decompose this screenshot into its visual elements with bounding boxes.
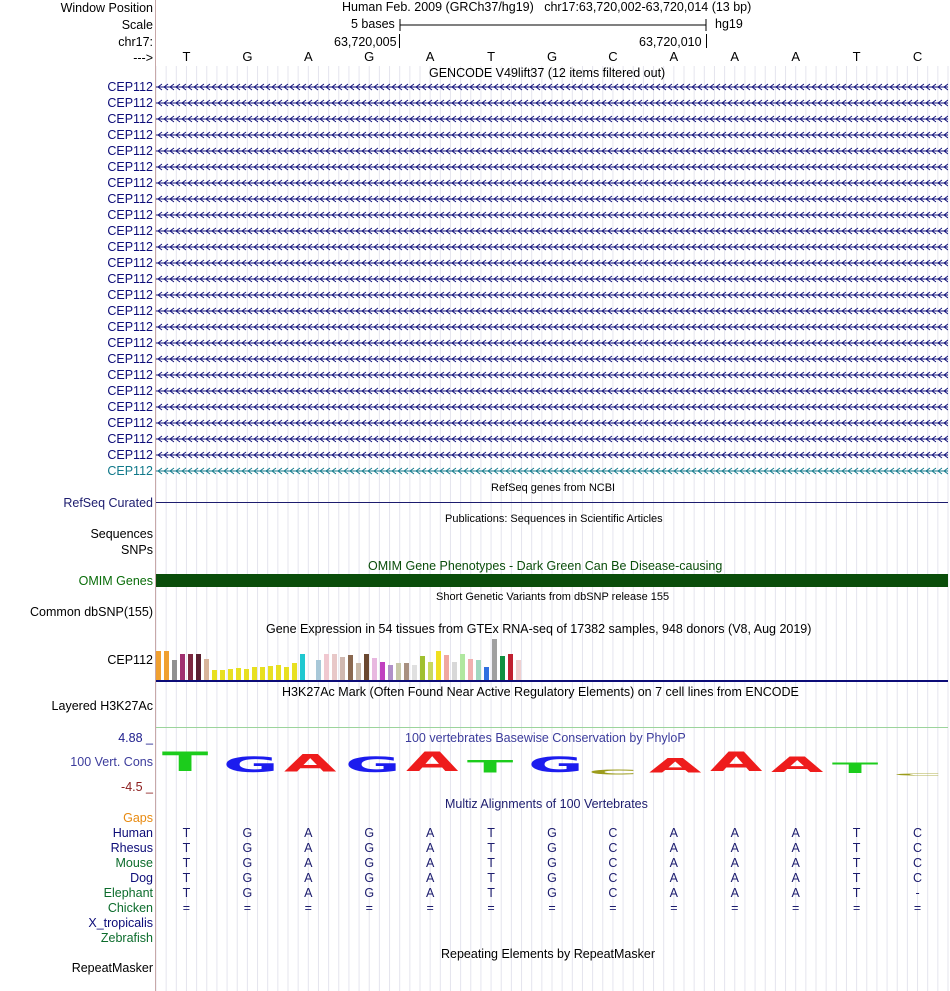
coord-left: 63,720,005 (334, 35, 397, 49)
conservation-glyph: G (527, 752, 584, 778)
reference-base: A (791, 49, 801, 64)
gencode-transcript[interactable] (156, 386, 948, 396)
gtex-track-title[interactable]: Gene Expression in 54 tissues from GTEx RNA-seq of 17382 samples, 948 donors (V8, Aug 2019) (266, 622, 812, 636)
gtex-tissue-bar[interactable] (188, 654, 193, 680)
reference-base: C (608, 49, 618, 64)
gencode-gene-label[interactable]: CEP112 (107, 224, 153, 238)
alignment-base: A (425, 886, 435, 900)
alignment-base: = (304, 901, 312, 915)
cons-label[interactable]: 100 Vert. Cons (70, 755, 153, 769)
alignment-base: G (242, 841, 253, 855)
alignment-base: - (915, 886, 920, 900)
gtex-tissue-bar[interactable] (380, 662, 385, 680)
gtex-tissue-bar[interactable] (268, 666, 273, 680)
gtex-tissue-bar[interactable] (428, 662, 433, 680)
gencode-gene-label[interactable]: CEP112 (107, 240, 153, 254)
gencode-transcript[interactable] (156, 146, 948, 156)
gencode-transcript[interactable] (156, 418, 948, 428)
alignment-base: A (730, 856, 739, 870)
gtex-tissue-bar[interactable] (452, 662, 457, 680)
alignment-base: T (487, 826, 495, 840)
alignment-base: = (609, 901, 617, 915)
alignment-base: T (487, 871, 495, 885)
gtex-tissue-bar[interactable] (500, 656, 505, 680)
dbsnp-label[interactable]: Common dbSNP(155) (30, 605, 153, 619)
reference-base: T (182, 49, 191, 64)
gencode-transcript[interactable] (156, 370, 948, 380)
conservation-glyph: A (710, 747, 763, 778)
gtex-tissue-bar[interactable] (212, 670, 217, 680)
gencode-track-title[interactable]: GENCODE V49lift37 (12 items filtered out) (429, 66, 666, 80)
alignment-base: A (791, 871, 800, 885)
gtex-tissue-bar[interactable] (516, 660, 521, 680)
gencode-gene-label[interactable]: CEP112 (107, 432, 153, 446)
coord-tick-right (706, 34, 707, 48)
gencode-transcript[interactable] (156, 274, 948, 284)
gencode-gene-label[interactable]: CEP112 (107, 304, 153, 318)
multiz-track-title[interactable]: Multiz Alignments of 100 Vertebrates (445, 797, 648, 811)
gtex-tissue-bar[interactable] (356, 663, 361, 680)
alignment-base: G (547, 871, 557, 885)
h3k27ac-label[interactable]: Layered H3K27Ac (51, 699, 153, 713)
gtex-tissue-bar[interactable] (220, 670, 225, 680)
omim-feature-bar[interactable] (156, 574, 948, 587)
alignment-base: C (913, 826, 923, 840)
db-text: hg19 (715, 17, 743, 31)
species-label[interactable]: Rhesus (110, 841, 153, 855)
alignment-base: C (608, 826, 618, 840)
alignment-base: = (548, 901, 556, 915)
gtex-tissue-bar[interactable] (508, 654, 513, 680)
alignment-base: = (913, 901, 922, 915)
gencode-gene-label[interactable]: CEP112 (107, 384, 153, 398)
alignment-base: G (242, 871, 253, 885)
alignment-base: = (365, 901, 373, 915)
alignment-base: G (547, 826, 557, 840)
species-label[interactable]: Elephant (103, 886, 153, 900)
gtex-tissue-bar[interactable] (444, 655, 449, 680)
alignment-base: = (670, 901, 678, 915)
alignment-base: G (364, 826, 375, 840)
gtex-tissue-bar[interactable] (332, 654, 337, 680)
gtex-expression-bars[interactable] (156, 636, 536, 680)
omim-track-title[interactable]: OMIM Gene Phenotypes - Dark Green Can Be Disease-causing (368, 559, 723, 573)
alignment-base: = (487, 901, 495, 915)
alignment-base: A (304, 841, 313, 855)
alignment-base: A (425, 871, 435, 885)
gencode-gene-label[interactable]: CEP112 (107, 160, 153, 174)
alignment-base: A (425, 841, 435, 855)
gencode-gene-label[interactable]: CEP112 (107, 176, 153, 190)
gencode-gene-label[interactable]: CEP112 (107, 80, 153, 94)
gencode-transcript[interactable] (156, 306, 948, 316)
gencode-gene-label[interactable]: CEP112 (107, 128, 153, 142)
assembly-position-text: Human Feb. 2009 (GRCh37/hg19) chr17:63,720,002-63,720,014 (13 bp) (342, 0, 752, 14)
alignment-base: T (487, 886, 495, 900)
alignment-base: = (792, 901, 800, 915)
gtex-tissue-bar[interactable] (156, 651, 161, 680)
alignment-base: A (425, 826, 435, 840)
gtex-tissue-bar[interactable] (372, 658, 377, 680)
species-label[interactable]: Zebrafish (100, 931, 153, 945)
alignment-base: T (487, 856, 495, 870)
alignment-base: A (791, 856, 800, 870)
gencode-transcript[interactable] (156, 162, 948, 172)
gencode-gene-label[interactable]: CEP112 (107, 336, 153, 350)
gtex-tissue-bar[interactable] (260, 667, 265, 680)
conservation-glyph: A (283, 750, 337, 778)
reference-base: G (364, 49, 375, 64)
gencode-gene-label[interactable]: CEP112 (107, 320, 153, 334)
gtex-tissue-bar[interactable] (364, 654, 369, 680)
species-label[interactable]: Chicken (107, 901, 153, 915)
gtex-tissue-bar[interactable] (316, 660, 321, 680)
alignment-base: A (730, 871, 739, 885)
pubs-track-title[interactable]: Publications: Sequences in Scientific Articles (445, 513, 663, 525)
gencode-transcript[interactable] (156, 242, 948, 252)
h3k27ac-baseline (156, 727, 948, 728)
gencode-gene-label[interactable]: CEP112 (107, 400, 153, 414)
gencode-gene-label[interactable]: CEP112 (107, 352, 153, 366)
reference-base: T (487, 49, 496, 64)
gencode-gene-label[interactable]: CEP112 (107, 256, 153, 270)
conservation-glyph: T (162, 747, 209, 778)
alignment-base: T (182, 841, 191, 855)
alignment-base: G (242, 826, 253, 840)
alignment-base: A (304, 856, 313, 870)
conservation-glyph: C (588, 768, 639, 777)
gencode-transcript[interactable] (156, 98, 948, 108)
omim-label[interactable]: OMIM Genes (78, 574, 153, 588)
gtex-tissue-bar[interactable] (324, 654, 329, 680)
alignment-base: A (669, 856, 679, 870)
repeatmasker-track-title[interactable]: Repeating Elements by RepeatMasker (441, 947, 656, 961)
gaps-label[interactable]: Gaps (123, 811, 153, 825)
alignment-base: A (730, 886, 739, 900)
reference-base: A (425, 49, 435, 64)
gencode-transcript[interactable] (156, 226, 948, 236)
gencode-gene-label[interactable]: CEP112 (107, 208, 153, 222)
scale-text: 5 bases (351, 17, 395, 31)
alignment-base: A (304, 871, 313, 885)
alignment-base: C (913, 856, 923, 870)
alignment-base: T (852, 871, 861, 885)
gtex-tissue-bar[interactable] (484, 667, 489, 680)
gtex-tissue-bar[interactable] (276, 665, 281, 680)
gencode-transcript[interactable] (156, 466, 948, 476)
coord-right: 63,720,010 (639, 35, 702, 49)
gencode-gene-label[interactable]: CEP112 (107, 272, 153, 286)
gencode-gene-label[interactable]: CEP112 (107, 144, 153, 158)
cons-min-label: -4.5 _ (121, 780, 153, 794)
conservation-logo[interactable] (156, 740, 948, 780)
gencode-gene-label[interactable]: CEP112 (107, 192, 153, 206)
conservation-glyph: A (649, 755, 702, 778)
gtex-tissue-bar[interactable] (420, 656, 425, 680)
species-label[interactable]: Mouse (115, 856, 153, 870)
gencode-gene-label[interactable]: CEP112 (107, 464, 153, 478)
gtex-tissue-bar[interactable] (404, 663, 409, 680)
alignment-base: C (608, 841, 618, 855)
alignment-base: G (242, 856, 253, 870)
gtex-gene-line (156, 680, 948, 682)
alignment-base: G (242, 886, 253, 900)
gencode-gene-label[interactable]: CEP112 (107, 112, 153, 126)
species-label[interactable]: X_tropicalis (88, 916, 153, 930)
gencode-transcript[interactable] (156, 354, 948, 364)
gencode-gene-label[interactable]: CEP112 (107, 416, 153, 430)
alignment-base: T (182, 886, 191, 900)
sequences-label[interactable]: Sequences (90, 527, 153, 541)
gencode-gene-label[interactable]: CEP112 (107, 448, 153, 462)
snps-label[interactable]: SNPs (121, 543, 153, 557)
alignment-base: G (364, 871, 375, 885)
gtex-tissue-bar[interactable] (284, 667, 289, 680)
gtex-tissue-bar[interactable] (292, 663, 297, 680)
alignment-base: A (669, 826, 679, 840)
scale-bar (399, 18, 709, 32)
alignment-base: G (364, 841, 375, 855)
alignment-base: T (487, 841, 495, 855)
alignment-base: A (791, 886, 800, 900)
alignment-base: C (913, 871, 923, 885)
gencode-transcript[interactable] (156, 434, 948, 444)
gtex-tissue-bar[interactable] (412, 665, 417, 680)
alignment-base: C (608, 856, 618, 870)
alignment-base: T (182, 856, 191, 870)
gtex-tissue-bar[interactable] (252, 667, 257, 680)
repeatmasker-label[interactable]: RepeatMasker (71, 961, 153, 975)
alignment-base: T (852, 886, 861, 900)
alignment-base: G (547, 841, 557, 855)
gtex-tissue-bar[interactable] (388, 665, 393, 680)
gtex-tissue-bar[interactable] (492, 639, 497, 680)
refseq-track-title[interactable]: RefSeq genes from NCBI (491, 482, 616, 494)
conservation-glyph: G (344, 752, 401, 778)
alignment-base: T (182, 826, 191, 840)
alignment-base: A (304, 886, 313, 900)
alignment-base: C (608, 871, 618, 885)
species-label[interactable]: Human (112, 826, 153, 840)
alignment-base: = (182, 901, 191, 915)
gtex-tissue-bar[interactable] (460, 654, 465, 680)
gtex-tissue-bar[interactable] (244, 669, 249, 680)
dbsnp-track-title[interactable]: Short Genetic Variants from dbSNP release 155 (436, 591, 670, 603)
gencode-transcript[interactable] (156, 338, 948, 348)
alignment-base: A (730, 841, 739, 855)
reference-base: A (303, 49, 313, 64)
alignment-base: A (669, 886, 679, 900)
alignment-base: C (913, 841, 923, 855)
alignment-base: A (425, 856, 435, 870)
alignment-base: = (852, 901, 861, 915)
alignment-base: A (669, 871, 679, 885)
gencode-transcript[interactable] (156, 114, 948, 124)
gtex-tissue-bar[interactable] (196, 654, 201, 680)
conservation-glyph: G (222, 752, 279, 778)
alignment-base: G (364, 856, 375, 870)
species-label[interactable]: Dog (130, 871, 153, 885)
reference-base: A (730, 49, 740, 64)
gencode-transcript[interactable] (156, 290, 948, 300)
alignment-base: = (243, 901, 252, 915)
gtex-tissue-bar[interactable] (476, 660, 481, 680)
chrom-label: chr17: (118, 35, 153, 49)
gtex-gene-label[interactable]: CEP112 (107, 653, 153, 667)
alignment-base: T (852, 826, 861, 840)
alignment-base: = (426, 901, 434, 915)
alignment-base: C (608, 886, 618, 900)
window-position-label: Window Position (60, 1, 153, 15)
alignment-base: G (547, 886, 557, 900)
reference-base: A (669, 49, 679, 64)
alignment-base: A (791, 826, 800, 840)
scale-label: Scale (121, 18, 153, 32)
alignment-base: A (304, 826, 313, 840)
gencode-gene-label[interactable]: CEP112 (107, 368, 153, 382)
gtex-tissue-bar[interactable] (348, 655, 353, 680)
gtex-tissue-bar[interactable] (396, 663, 401, 680)
strand-label: ---> (133, 51, 153, 65)
gtex-tissue-bar[interactable] (172, 660, 177, 680)
gtex-tissue-bar[interactable] (164, 651, 169, 680)
image-left-border (155, 0, 156, 991)
conservation-glyph: T (832, 760, 879, 777)
alignment-base: A (791, 841, 800, 855)
alignment-base: T (852, 841, 861, 855)
cons-max-label: 4.88 _ (118, 731, 153, 745)
alignment-base: T (182, 871, 191, 885)
gencode-transcript[interactable] (156, 322, 948, 332)
coord-tick-left (399, 34, 400, 48)
gencode-transcript[interactable] (156, 450, 948, 460)
alignment-base: G (547, 856, 557, 870)
reference-base: G (546, 49, 558, 64)
reference-base: G (242, 49, 253, 64)
gtex-tissue-bar[interactable] (468, 659, 473, 680)
gencode-transcript[interactable] (156, 402, 948, 412)
gtex-tissue-bar[interactable] (204, 659, 209, 680)
alignment-base: = (731, 901, 739, 915)
gencode-transcript[interactable] (156, 130, 948, 140)
gtex-tissue-bar[interactable] (436, 651, 441, 680)
conservation-glyph: A (771, 752, 824, 778)
gtex-tissue-bar[interactable] (236, 668, 241, 680)
cons-track-title[interactable]: 100 vertebrates Basewise Conservation by PhyloP (405, 731, 686, 745)
refseq-label[interactable]: RefSeq Curated (63, 496, 153, 510)
alignment-base: T (852, 856, 861, 870)
alignment-base: G (364, 886, 375, 900)
gencode-transcript[interactable] (156, 210, 948, 220)
gtex-tissue-bar[interactable] (180, 654, 185, 680)
gencode-transcript[interactable] (156, 194, 948, 204)
gencode-gene-label[interactable]: CEP112 (107, 288, 153, 302)
gtex-tissue-bar[interactable] (300, 654, 305, 680)
gencode-transcript[interactable] (156, 82, 948, 92)
gencode-transcript[interactable] (156, 178, 948, 188)
gtex-tissue-bar[interactable] (228, 669, 233, 680)
refseq-line (156, 502, 948, 503)
conservation-glyph: A (405, 747, 459, 778)
conservation-glyph: T (466, 757, 513, 777)
gencode-gene-label[interactable]: CEP112 (107, 96, 153, 110)
gtex-tissue-bar[interactable] (340, 657, 345, 680)
h3k27ac-track-title[interactable]: H3K27Ac Mark (Often Found Near Active Regulatory Elements) on 7 cell lines from ENCODE (282, 685, 799, 699)
alignment-base: A (730, 826, 739, 840)
gencode-transcript[interactable] (156, 258, 948, 268)
reference-base: C (912, 49, 923, 64)
alignment-base: A (669, 841, 679, 855)
reference-base: T (852, 49, 861, 64)
conservation-glyph: C (893, 772, 943, 777)
